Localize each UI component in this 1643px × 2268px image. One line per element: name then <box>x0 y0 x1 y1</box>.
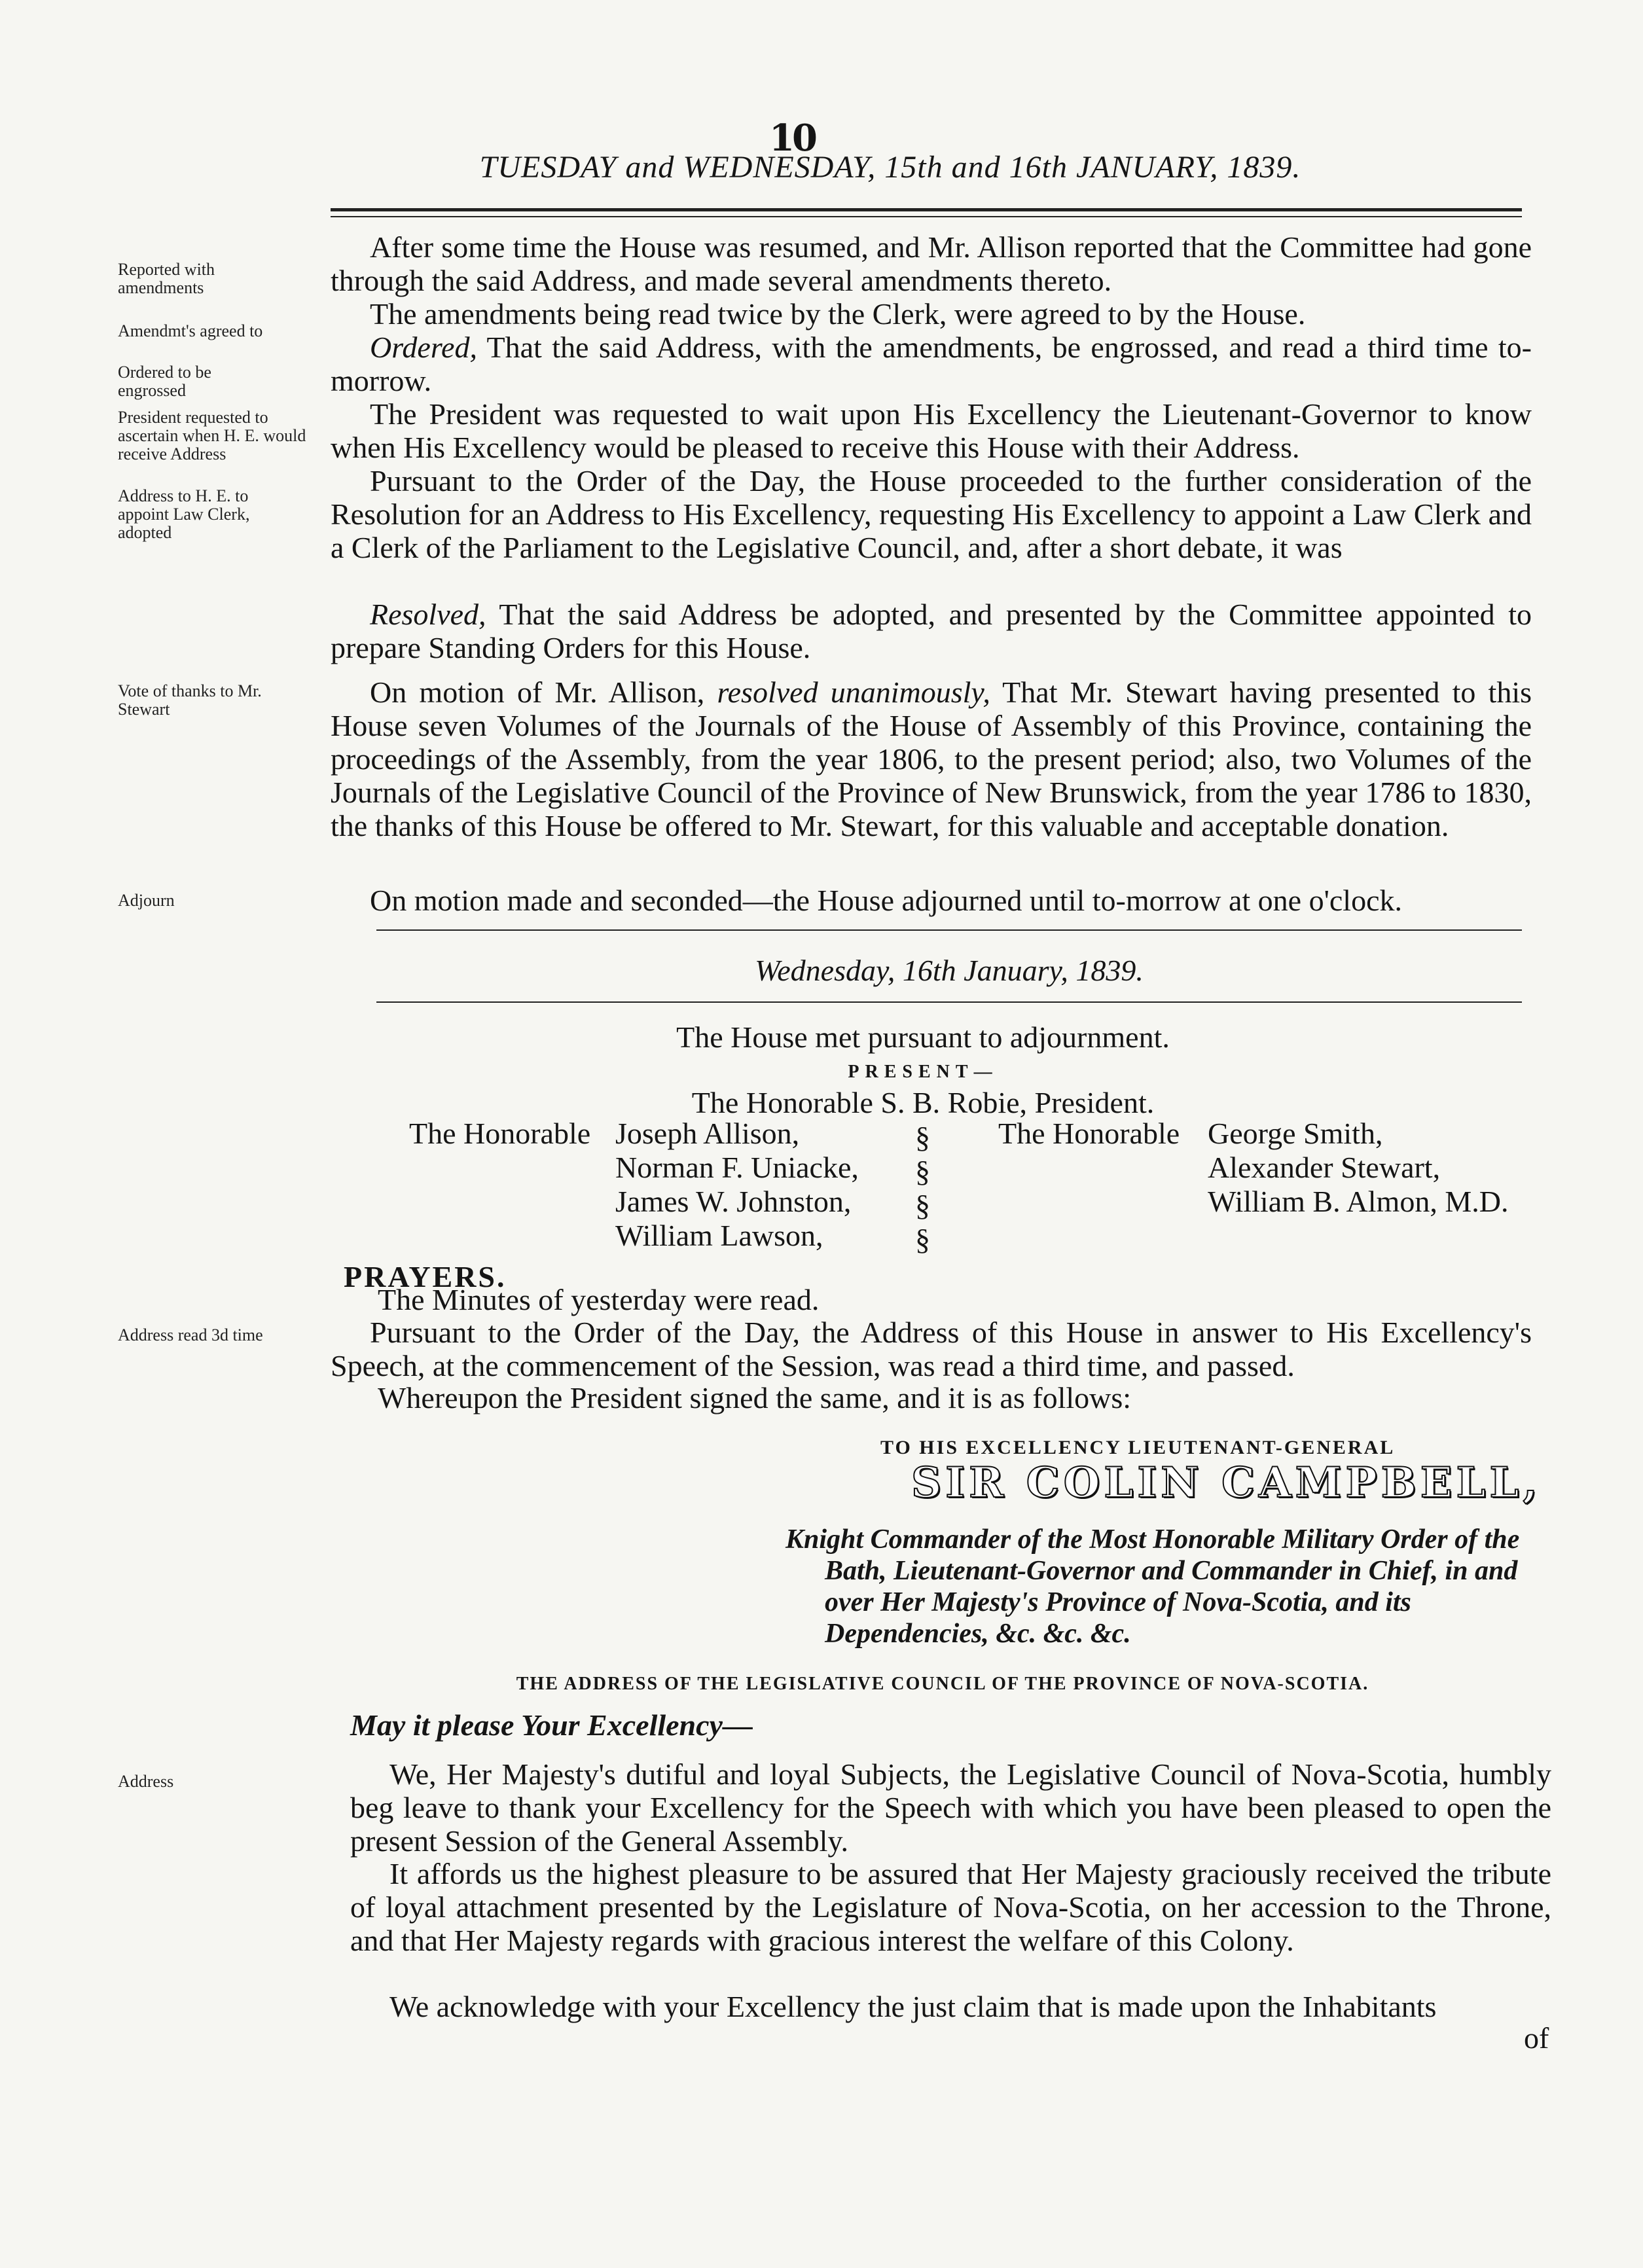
header-rule-thick <box>331 208 1522 211</box>
paragraph-adjourned: On motion made and seconded—the House adjourned until to-morrow at one o'clock. <box>370 884 1403 917</box>
paragraph-third-reading: Pursuant to the Order of the Day, the Address of this House in answer to His Excellency's Speech, at the commencement of the Session, was read a third time, and passed. <box>331 1316 1532 1382</box>
page-number: 10 <box>769 117 815 160</box>
margin-note: Reported with amendments <box>118 260 215 297</box>
ordered-lead: Ordered, <box>370 331 477 364</box>
paragraph-law-clerk: Pursuant to the Order of the Day, the House proceeded to the further consideration of the Resolution for an Address to His Excellency, requesting His Excellency to appoint a Law Clerk and a Clerk of the Parliament to the Legislative Council, and, after a short debate, it was <box>331 464 1532 564</box>
resolved-text: That the said Address be adopted, and presented by the Committee appointed to prepare Standing Orders for this House. <box>331 598 1532 664</box>
address-caption: THE ADDRESS OF THE LEGISLATIVE COUNCIL OF THE PROVINCE OF NOVA-SCOTIA. <box>516 1674 1369 1694</box>
brace-mark: § <box>915 1223 930 1256</box>
house-met-line: The House met pursuant to adjournment. <box>676 1020 1170 1054</box>
addressee-titles: Knight Commander of the Most Honorable Military Order of the Bath, Lieutenant-Governor and Commander in Chief, in and over Her Majesty's Province of Nova-Scotia, and its Dependencies, &c. &c. &c. <box>785 1524 1520 1649</box>
prayers-label: PRAYERS. <box>344 1260 507 1293</box>
member-name: William B. Almon, M.D. <box>1208 1185 1509 1218</box>
paragraph-amendments: The amendments being read twice by the Clerk, were agreed to by the House. <box>370 297 1306 331</box>
brace-mark: § <box>915 1189 930 1222</box>
section-rule-bottom <box>376 1001 1522 1003</box>
margin-note: Adjourn <box>118 891 175 910</box>
member-name: Norman F. Uniacke, <box>615 1151 859 1184</box>
ordered-text: That the said Address, with the amendments, be engrossed, and read a third time to-morrow. <box>331 331 1532 397</box>
brace-mark: § <box>915 1155 930 1188</box>
wednesday-date-heading: Wednesday, 16th January, 1839. <box>755 954 1144 987</box>
catchword: of <box>1524 2021 1549 2055</box>
address-paragraph-acknowledge: We acknowledge with your Excellency the just claim that is made upon the Inhabitants <box>389 1990 1437 2023</box>
margin-note: Address <box>118 1772 174 1791</box>
minutes-line: The Minutes of yesterday were read. <box>378 1283 820 1316</box>
president-line: The Honorable S. B. Robie, President. <box>691 1086 1155 1119</box>
resolved-lead: Resolved, <box>370 598 486 631</box>
brace-mark: § <box>915 1121 930 1154</box>
address-paragraph-thanks: We, Her Majesty's dutiful and loyal Subjects, the Legislative Council of Nova-Scotia, humbly beg leave to thank your Excellency for the Speech with which you have been pleased to open the present Session of the General Assembly. <box>350 1757 1551 1858</box>
paragraph-resumed: After some time the House was resumed, and Mr. Allison reported that the Committee had gone through the said Address, and made several amendments thereto. <box>331 230 1532 297</box>
margin-note: Ordered to be engrossed <box>118 363 211 400</box>
member-name: George Smith, <box>1208 1117 1383 1150</box>
present-label: PRESENT— <box>848 1062 998 1082</box>
salutation: May it please Your Excellency— <box>350 1708 753 1742</box>
member-name: Joseph Allison, <box>615 1117 800 1150</box>
member-name: William Lawson, <box>615 1219 823 1252</box>
header-rule-thin <box>331 216 1522 217</box>
left-honorable-prefix: The Honorable <box>409 1117 591 1150</box>
thanks-text: That Mr. Stewart having presented to this House seven Volumes of the Journals of the House of Assembly of this Province, containing the proceedings of the Assembly, from the year 1806, to the present period; also, two Volumes of the Journals of the Legislative Council of the Province of New Brunswick, from the year 1786 to 1830, the thanks of this House be offered to Mr. Stewart, for this valuable and acceptable donation. <box>331 675 1532 842</box>
margin-note: Amendmt's agreed to <box>118 321 263 340</box>
margin-note: President requested to ascertain when H. E. would receive Address <box>118 408 306 463</box>
margin-note: Vote of thanks to Mr. Stewart <box>118 681 262 719</box>
whereupon-line: Whereupon the President signed the same, and it is as follows: <box>378 1381 1132 1414</box>
margin-note: Address to H. E. to appoint Law Clerk, adopted <box>118 486 250 542</box>
paragraph-vote-of-thanks <box>331 675 1532 842</box>
running-head: TUESDAY and WEDNESDAY, 15th and 16th JANUARY, 1839. <box>479 150 1301 185</box>
thanks-intro: On motion of Mr. Allison, <box>370 675 717 709</box>
member-name: Alexander Stewart, <box>1208 1151 1441 1184</box>
member-name: James W. Johnston, <box>615 1185 852 1218</box>
paragraph-resolved <box>331 598 1532 664</box>
section-rule-top <box>376 929 1522 931</box>
paragraph-president-request: The President was requested to wait upon His Excellency the Lieutenant-Governor to know when His Excellency would be pleased to receive this House with their Address. <box>331 397 1532 464</box>
right-honorable-prefix: The Honorable <box>998 1117 1180 1150</box>
address-paragraph-pleasure: It affords us the highest pleasure to be assured that Her Majesty graciously received the tribute of loyal attachment presented by the Legislature of Nova-Scotia, on her accession to the Throne, and that Her Majesty regards with gracious interest the welfare of this Colony. <box>350 1857 1551 1957</box>
addressee-name: SIR COLIN CAMPBELL, <box>911 1458 1542 1507</box>
thanks-lead: resolved unanimously, <box>717 675 990 709</box>
margin-note: Address read 3d time <box>118 1325 263 1344</box>
address-to-line: TO HIS EXCELLENCY LIEUTENANT-GENERAL <box>880 1437 1396 1458</box>
paragraph-ordered <box>331 331 1532 397</box>
